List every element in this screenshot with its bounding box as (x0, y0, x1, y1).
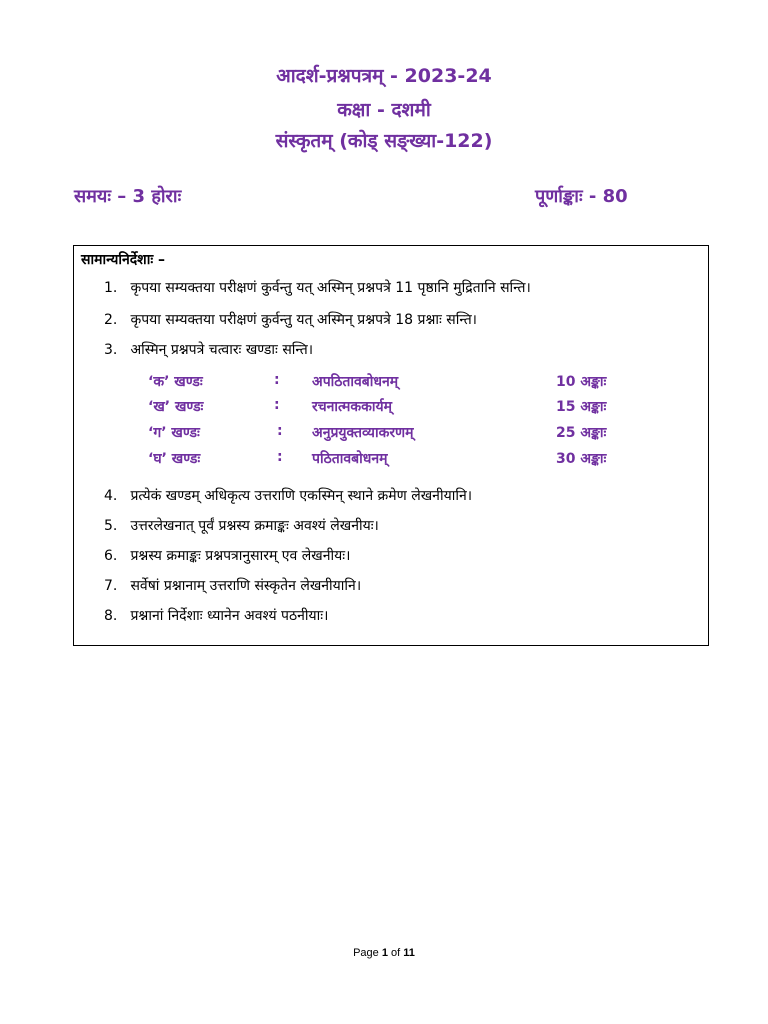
section-ga-marks: 25 अङ्काः (556, 425, 607, 441)
page-footer (0, 947, 768, 959)
instruction-number: 4. (104, 488, 118, 504)
footer-of-word: of (391, 947, 401, 959)
general-instructions-box (73, 245, 709, 646)
instruction-text: अस्मिन् प्रश्नपत्रे चत्वारः खण्डाः सन्ति। (130, 342, 314, 358)
section-ga-separator: : (277, 423, 283, 439)
maximum-marks: पूर्णाङ्काः - 80 (535, 186, 628, 207)
instruction-number: 8. (104, 608, 118, 624)
instruction-number: 6. (104, 548, 118, 564)
instruction-item (104, 516, 379, 535)
instruction-number: 7. (104, 578, 118, 594)
section-gha-marks: 30 अङ्काः (556, 451, 607, 467)
instruction-item (104, 606, 328, 625)
footer-page-word: Page (353, 947, 379, 959)
instruction-number: 2. (104, 312, 118, 328)
instruction-number: 3. (104, 342, 118, 358)
section-kha-name: रचनात्मककार्यम् (312, 399, 392, 415)
paper-title: आदर्श-प्रश्नपत्रम् - 2023-24 (276, 65, 492, 87)
instruction-text: प्रत्येकं खण्डम् अधिकृत्य उत्तराणि एकस्मिन् स्थाने क्रमेण लेखनीयानि। (130, 488, 473, 504)
instruction-item (104, 486, 472, 505)
instructions-title: सामान्यनिर्देशाः – (81, 252, 166, 268)
section-gha-separator: : (277, 449, 283, 465)
instruction-number: 1. (104, 280, 118, 296)
class-line: कक्षा - दशमी (337, 99, 431, 121)
instruction-text: कृपया सम्यक्तया परीक्षणं कुर्वन्तु यत् अस्मिन् प्रश्नपत्रे 18 प्रश्नाः सन्ति। (130, 312, 477, 328)
section-kha-marks: 15 अङ्काः (556, 399, 607, 415)
section-ka-label: ‘क’ खण्डः (148, 374, 203, 390)
instruction-item (104, 278, 531, 297)
instruction-number: 5. (104, 518, 118, 534)
section-kha-separator: : (274, 397, 280, 413)
instruction-item (104, 576, 361, 595)
section-ga-label: ‘ग’ खण्डः (148, 425, 200, 441)
instruction-item (104, 310, 477, 329)
section-ka-name: अपठितावबोधनम् (312, 374, 399, 390)
instruction-text: उत्तरलेखनात् पूर्वं प्रश्नस्य क्रमाङ्कः अवश्यं लेखनीयः। (130, 518, 379, 534)
section-kha-label: ‘ख’ खण्डः (148, 399, 204, 415)
instruction-text: सर्वेषां प्रश्नानाम् उत्तराणि संस्कृतेन लेखनीयानि। (130, 578, 362, 594)
instruction-item (104, 340, 313, 359)
time-allowed: समयः – 3 होराः (74, 186, 182, 207)
subject-line: संस्कृतम् (कोड् सङ्ख्या-122) (275, 130, 493, 152)
section-ga-name: अनुप्रयुक्तव्याकरणम् (312, 425, 414, 441)
section-gha-label: ‘घ’ खण्डः (148, 451, 201, 467)
footer-page-total: 11 (403, 947, 415, 959)
section-ka-separator: : (274, 372, 280, 388)
section-ka-marks: 10 अङ्काः (556, 374, 607, 390)
instruction-text: कृपया सम्यक्तया परीक्षणं कुर्वन्तु यत् अस्मिन् प्रश्नपत्रे 11 पृष्ठानि मुद्रितानि सन्ति। (130, 280, 531, 296)
section-gha-name: पठितावबोधनम् (312, 451, 388, 467)
instruction-text: प्रश्नस्य क्रमाङ्कः प्रश्नपत्रानुसारम् एव लेखनीयः। (130, 548, 351, 564)
footer-page-number: 1 (381, 947, 388, 959)
instruction-item (104, 546, 350, 565)
instruction-text: प्रश्नानां निर्देशाः ध्यानेन अवश्यं पठनीयाः। (130, 608, 329, 624)
